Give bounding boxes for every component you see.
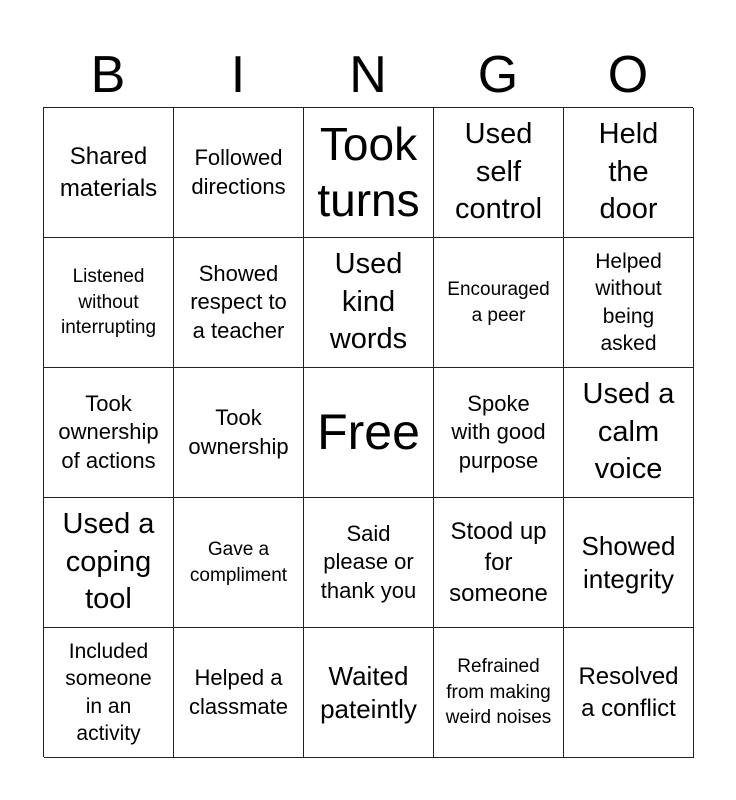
bingo-cell[interactable] bbox=[174, 108, 304, 238]
bingo-cell[interactable] bbox=[304, 498, 434, 628]
cell-label: Shared materials bbox=[59, 143, 158, 202]
cell-label: Helped a classmate bbox=[188, 664, 289, 719]
bingo-cell[interactable] bbox=[44, 108, 174, 238]
cell-label: Included someone in an activity bbox=[65, 639, 152, 745]
cell-label: Encouraged a peer bbox=[447, 278, 550, 326]
bingo-cell[interactable] bbox=[564, 238, 694, 368]
cell-label: Listened without interrupting bbox=[60, 266, 157, 339]
header-letter-i: I bbox=[230, 46, 246, 104]
header-letter-n: N bbox=[349, 46, 387, 104]
cell-label: Helped without being asked bbox=[595, 249, 662, 355]
bingo-header bbox=[43, 44, 693, 106]
cell-label: Took ownership bbox=[188, 404, 289, 459]
cell-label: Took turns bbox=[317, 118, 420, 226]
cell-label: Used self control bbox=[454, 117, 543, 226]
bingo-cell[interactable] bbox=[174, 368, 304, 498]
cell-label: Waited pateintly bbox=[320, 661, 417, 724]
bingo-cell[interactable] bbox=[434, 108, 564, 238]
cell-label: Used a calm voice bbox=[582, 377, 675, 486]
bingo-cell[interactable] bbox=[564, 498, 694, 628]
bingo-cell[interactable] bbox=[44, 628, 174, 758]
cell-label: Held the door bbox=[598, 117, 659, 226]
bingo-cell[interactable] bbox=[434, 238, 564, 368]
free-space-label: Free bbox=[317, 403, 420, 460]
bingo-cell[interactable] bbox=[44, 238, 174, 368]
bingo-cell[interactable] bbox=[44, 368, 174, 498]
bingo-cell[interactable] bbox=[434, 498, 564, 628]
bingo-cell[interactable] bbox=[174, 238, 304, 368]
bingo-cell[interactable] bbox=[174, 628, 304, 758]
cell-label: Took ownership of actions bbox=[58, 390, 159, 473]
cell-label: Showed integrity bbox=[581, 531, 676, 594]
cell-label: Stood up for someone bbox=[449, 517, 548, 608]
bingo-cell[interactable] bbox=[564, 628, 694, 758]
bingo-cell[interactable] bbox=[434, 628, 564, 758]
bingo-cell[interactable] bbox=[564, 108, 694, 238]
bingo-cell[interactable] bbox=[564, 368, 694, 498]
bingo-cell[interactable] bbox=[44, 498, 174, 628]
cell-label: Followed directions bbox=[191, 144, 286, 199]
cell-label: Showed respect to a teacher bbox=[190, 260, 287, 343]
header-letter-b: B bbox=[90, 46, 126, 104]
free-space-cell[interactable] bbox=[304, 368, 434, 498]
bingo-cell[interactable] bbox=[434, 368, 564, 498]
cell-label: Used a coping tool bbox=[62, 507, 155, 616]
header-letter-o: O bbox=[607, 46, 649, 104]
bingo-cell[interactable] bbox=[174, 498, 304, 628]
header-letter-g: G bbox=[477, 46, 519, 104]
cell-label: Used kind words bbox=[329, 247, 408, 356]
bingo-cell[interactable] bbox=[304, 628, 434, 758]
cell-label: Gave a compliment bbox=[189, 538, 288, 586]
cell-label: Resolved a conflict bbox=[578, 663, 679, 722]
bingo-cell[interactable] bbox=[304, 238, 434, 368]
bingo-cell[interactable] bbox=[304, 108, 434, 238]
cell-label: Refrained from making weird noises bbox=[445, 656, 552, 729]
cell-label: Spoke with good purpose bbox=[451, 390, 546, 473]
bingo-board bbox=[43, 107, 693, 757]
cell-label: Said please or thank you bbox=[320, 520, 417, 603]
